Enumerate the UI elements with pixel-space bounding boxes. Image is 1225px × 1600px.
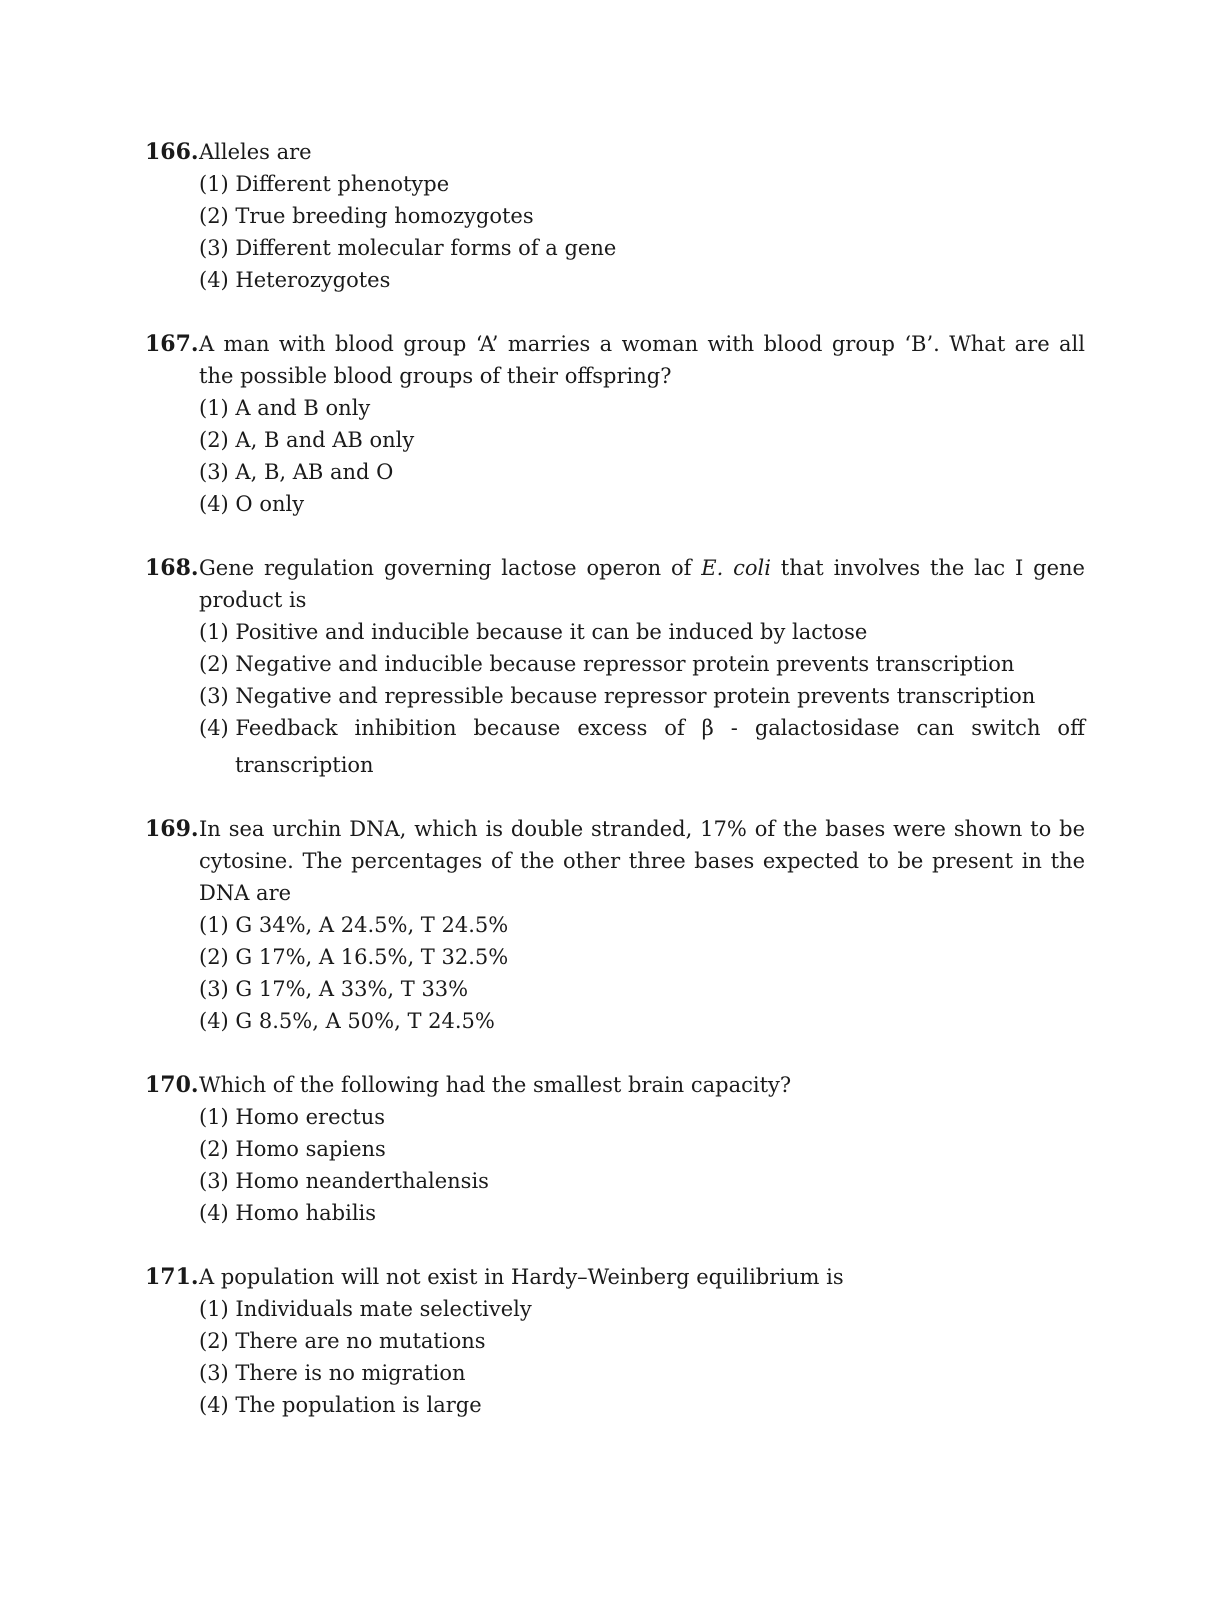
option-text: G 8.5%, A 50%, T 24.5% xyxy=(235,1009,495,1033)
option-number: (4) xyxy=(199,1009,236,1033)
option-3 xyxy=(199,1357,1085,1389)
option-number: (1) xyxy=(199,1297,236,1321)
option-text: A and B only xyxy=(235,396,371,420)
option-text: There is no migration xyxy=(235,1361,466,1385)
option-4 xyxy=(199,488,1085,520)
option-text: Different phenotype xyxy=(235,172,450,196)
options-list xyxy=(145,1293,1085,1421)
option-3 xyxy=(199,973,1085,1005)
option-4 xyxy=(199,1197,1085,1229)
option-text: Negative and inducible because repressor protein prevents transcription xyxy=(235,652,1015,676)
question-170 xyxy=(145,1069,1085,1229)
option-1 xyxy=(199,1293,1085,1325)
option-number: (3) xyxy=(199,236,236,260)
question-text-part: that involves the lac I gene product is xyxy=(199,556,1085,612)
question-number: 168. xyxy=(145,555,199,581)
option-number: (2) xyxy=(199,1137,236,1161)
question-text: Which of the following had the smallest brain capacity? xyxy=(199,1073,792,1097)
question-169 xyxy=(145,813,1085,1037)
options-list xyxy=(145,909,1085,1037)
question-page xyxy=(145,136,1085,1453)
option-number: (1) xyxy=(199,172,236,196)
options-list xyxy=(145,392,1085,520)
option-text: Homo erectus xyxy=(235,1105,386,1129)
option-number: (2) xyxy=(199,652,236,676)
option-number: (4) xyxy=(199,268,236,292)
option-text: Homo habilis xyxy=(235,1201,377,1225)
option-number: (1) xyxy=(199,396,236,420)
option-text-continuation: transcription xyxy=(235,753,374,777)
option-2 xyxy=(199,941,1085,973)
option-4 xyxy=(199,1005,1085,1037)
question-167 xyxy=(145,328,1085,520)
option-text: The population is large xyxy=(235,1393,482,1417)
question-number: 166. xyxy=(145,139,199,165)
question-number: 169. xyxy=(145,816,199,842)
option-1 xyxy=(199,616,1085,648)
question-text xyxy=(199,552,1085,616)
question-text: Alleles are xyxy=(199,140,312,164)
option-text: A, B, AB and O xyxy=(235,460,394,484)
option-number: (1) xyxy=(199,913,236,937)
option-3 xyxy=(199,680,1085,712)
option-4 xyxy=(199,712,1085,744)
question-171 xyxy=(145,1261,1085,1421)
option-number: (3) xyxy=(199,684,236,708)
option-number: (2) xyxy=(199,1329,236,1353)
option-3 xyxy=(199,1165,1085,1197)
option-number: (3) xyxy=(199,460,236,484)
option-text: Positive and inducible because it can be induced by lactose xyxy=(235,620,868,644)
option-2 xyxy=(199,648,1085,680)
organism-name: E. coli xyxy=(701,556,771,580)
options-list xyxy=(145,168,1085,296)
question-text: A population will not exist in Hardy–Weinberg equilibrium is xyxy=(199,1265,844,1289)
option-text: Negative and repressible because repressor protein prevents transcription xyxy=(235,684,1036,708)
option-1 xyxy=(199,168,1085,200)
option-3 xyxy=(199,456,1085,488)
option-number: (3) xyxy=(199,977,236,1001)
option-text: G 34%, A 24.5%, T 24.5% xyxy=(235,913,509,937)
question-number: 171. xyxy=(145,1264,199,1290)
option-4 xyxy=(199,1389,1085,1421)
option-number: (2) xyxy=(199,204,236,228)
option-1 xyxy=(199,1101,1085,1133)
question-text: A man with blood group ‘A’ marries a woman with blood group ‘B’. What are all the possible blood groups of their offspring? xyxy=(199,332,1085,388)
question-text-part: Gene regulation governing lactose operon of xyxy=(199,556,702,580)
option-number: (4) xyxy=(199,716,236,740)
option-number: (1) xyxy=(199,1105,236,1129)
option-1 xyxy=(199,909,1085,941)
option-2 xyxy=(199,424,1085,456)
option-1 xyxy=(199,392,1085,424)
option-3 xyxy=(199,232,1085,264)
question-text: In sea urchin DNA, which is double stranded, 17% of the bases were shown to be cytosine. The percentages of the other three bases expected to be present in the DNA are xyxy=(199,817,1085,905)
option-text: Heterozygotes xyxy=(235,268,391,292)
option-2 xyxy=(199,200,1085,232)
option-number: (3) xyxy=(199,1361,236,1385)
option-text: G 17%, A 33%, T 33% xyxy=(235,977,469,1001)
option-number: (1) xyxy=(199,620,236,644)
option-number: (2) xyxy=(199,945,236,969)
option-text: O only xyxy=(235,492,305,516)
option-text: There are no mutations xyxy=(235,1329,486,1353)
question-number: 167. xyxy=(145,331,199,357)
option-4 xyxy=(199,264,1085,296)
option-number: (4) xyxy=(199,492,236,516)
option-text: G 17%, A 16.5%, T 32.5% xyxy=(235,945,509,969)
option-number: (4) xyxy=(199,1393,236,1417)
option-number: (3) xyxy=(199,1169,236,1193)
option-text: Feedback inhibition because excess of β - galactosidase can switch off xyxy=(235,716,1085,740)
question-number: 170. xyxy=(145,1072,199,1098)
option-number: (2) xyxy=(199,428,236,452)
option-text: Individuals mate selectively xyxy=(235,1297,532,1321)
option-text: True breeding homozygotes xyxy=(235,204,534,228)
option-number: (4) xyxy=(199,1201,236,1225)
option-text: Different molecular forms of a gene xyxy=(235,236,617,260)
question-168 xyxy=(145,552,1085,781)
option-text: Homo neanderthalensis xyxy=(235,1169,489,1193)
option-text: A, B and AB only xyxy=(235,428,415,452)
option-text: Homo sapiens xyxy=(235,1137,386,1161)
question-166 xyxy=(145,136,1085,296)
option-2 xyxy=(199,1133,1085,1165)
options-list xyxy=(145,1101,1085,1229)
option-2 xyxy=(199,1325,1085,1357)
options-list xyxy=(145,616,1085,744)
